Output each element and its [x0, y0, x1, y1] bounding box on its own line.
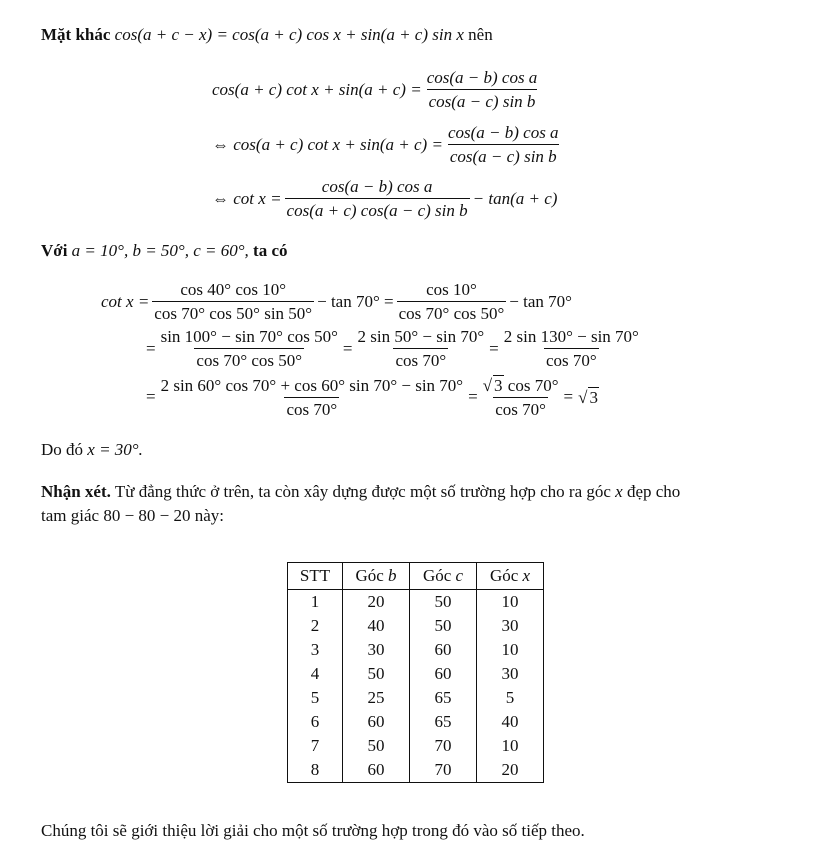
calc3-eq-1: =	[146, 387, 156, 406]
calc3-fraction-1	[159, 376, 466, 419]
table-row: 4 50 60 30	[288, 662, 544, 686]
eq3-numerator: cos(a − b) cos a	[321, 177, 433, 196]
calc3-f1-numerator: 2 sin 60° cos 70° + cos 60° sin 70° − sin 70°	[160, 375, 464, 395]
eq3-denominator: cos(a + c) cos(a − c) sin b	[285, 198, 470, 220]
calc3-result: √ 3	[578, 387, 598, 407]
calc2-fraction-2	[356, 327, 487, 370]
conclusion-line	[41, 440, 143, 460]
calc2-f2-numerator: 2 sin 50° − sin 70°	[357, 327, 485, 346]
table-row: 3 30 60 10	[288, 638, 544, 662]
conclusion-formula: x = 30°.	[87, 440, 143, 459]
calc3-f1-denominator: cos 70°	[284, 397, 339, 419]
table-header-row	[288, 563, 544, 590]
calc3-f2-numerator: √ 3 cos 70°	[482, 376, 559, 395]
calc3-eq-3: =	[563, 387, 574, 406]
calc2-eq-1: =	[146, 338, 156, 358]
intro-tail: nên	[468, 25, 493, 44]
calc2-f1-numerator: sin 100° − sin 70° cos 50°	[160, 327, 338, 346]
calc1-lhs: cot x =	[101, 291, 150, 311]
cases-table	[287, 562, 544, 783]
calc2-f3-numerator: 2 sin 130° − sin 70°	[503, 327, 639, 346]
calc3-eq-2: =	[468, 387, 478, 406]
eq2-fraction	[446, 123, 561, 166]
eq3-fraction	[285, 177, 470, 220]
table-row: 1 20 50 10	[288, 590, 544, 615]
eq3-lhs: ⇔ cot x =	[212, 188, 282, 208]
table-row: 6 60 65 40	[288, 710, 544, 734]
eq2-denominator: cos(a − c) sin b	[448, 144, 559, 166]
eq3-tail: − tan(a + c)	[472, 188, 558, 208]
calc1-f1-numerator: cos 40° cos 10°	[180, 280, 287, 299]
with-line	[41, 241, 288, 261]
remark-title: Nhận xét.	[41, 482, 111, 501]
with-lead: Với	[41, 241, 68, 260]
remark-line-1	[41, 482, 680, 502]
intro-formula: cos(a + c − x) = cos(a + c) cos x + sin(a + c) sin x	[114, 25, 464, 44]
intro-line	[41, 25, 493, 45]
closing-line: Chúng tôi sẽ giới thiệu lời giải cho một số trường hợp trong đó vào số tiếp theo.	[41, 821, 585, 840]
calc3-fraction-2	[481, 375, 561, 419]
calc3-f2-denominator: cos 70°	[493, 397, 548, 419]
eq1-lhs: cos(a + c) cot x + sin(a + c) =	[212, 79, 422, 99]
with-formula: a = 10°, b = 50°, c = 60°,	[71, 241, 249, 260]
remark-body-2: đẹp cho	[626, 482, 681, 501]
equation-1	[212, 68, 542, 111]
calc2-f1-denominator: cos 70° cos 50°	[194, 348, 304, 370]
remark-var: x	[615, 482, 623, 501]
eq2-numerator: cos(a − b) cos a	[447, 123, 559, 142]
table-row: 5 25 65 5	[288, 686, 544, 710]
calc-line-2	[146, 327, 644, 370]
calc1-f2-numerator: cos 10°	[426, 280, 477, 299]
calc-line-3	[146, 375, 599, 419]
eq2-lhs: ⇔ cos(a + c) cot x + sin(a + c) =	[212, 134, 443, 154]
conclusion-lead: Do đó	[41, 440, 84, 459]
table-row: 2 40 50 30	[288, 614, 544, 638]
eq1-numerator: cos(a − b) cos a	[426, 68, 538, 87]
header-angle-c: Góc c	[410, 563, 477, 590]
calc1-mid: − tan 70° =	[317, 291, 394, 311]
remark-line-2	[41, 506, 224, 526]
calc2-fraction-3	[502, 327, 641, 370]
calc3-result-root: 3	[589, 387, 598, 407]
equation-2	[212, 123, 564, 166]
header-angle-x: Góc x	[477, 563, 544, 590]
eq1-denominator: cos(a − c) sin b	[427, 89, 538, 111]
calc-line-1	[101, 280, 572, 323]
calc1-f2-denominator: cos 70° cos 50°	[397, 301, 507, 323]
calc3-f2-root: 3	[494, 376, 503, 395]
table-row: 7 50 70 10	[288, 734, 544, 758]
calc2-fraction-1	[159, 327, 340, 370]
calc2-f2-denominator: cos 70°	[393, 348, 448, 370]
table-row: 8 60 70 20	[288, 758, 544, 783]
equation-3	[212, 177, 557, 220]
calc1-f1-denominator: cos 70° cos 50° sin 50°	[152, 301, 314, 323]
remark-line2-lead: tam giác	[41, 506, 100, 525]
calc2-eq-2: =	[342, 338, 353, 358]
header-stt: STT	[288, 563, 343, 590]
remark-line2-formula: 80 − 80 − 20	[103, 506, 191, 525]
intro-lead: Mặt khác	[41, 25, 111, 44]
with-tail: ta có	[253, 241, 288, 260]
calc3-f2-numerator-rest: cos 70°	[507, 376, 559, 395]
calc2-f3-denominator: cos 70°	[544, 348, 599, 370]
calc1-tail: − tan 70°	[509, 291, 572, 311]
calc1-fraction-2	[397, 280, 507, 323]
header-angle-b: Góc b	[343, 563, 410, 590]
remark-body-1: Từ đẳng thức ở trên, ta còn xây dựng được một số trường hợp cho ra góc	[114, 482, 611, 501]
calc1-fraction-1	[152, 280, 314, 323]
calc2-eq-3: =	[489, 338, 499, 358]
eq1-fraction	[425, 68, 540, 111]
remark-line2-tail: này:	[194, 506, 225, 525]
